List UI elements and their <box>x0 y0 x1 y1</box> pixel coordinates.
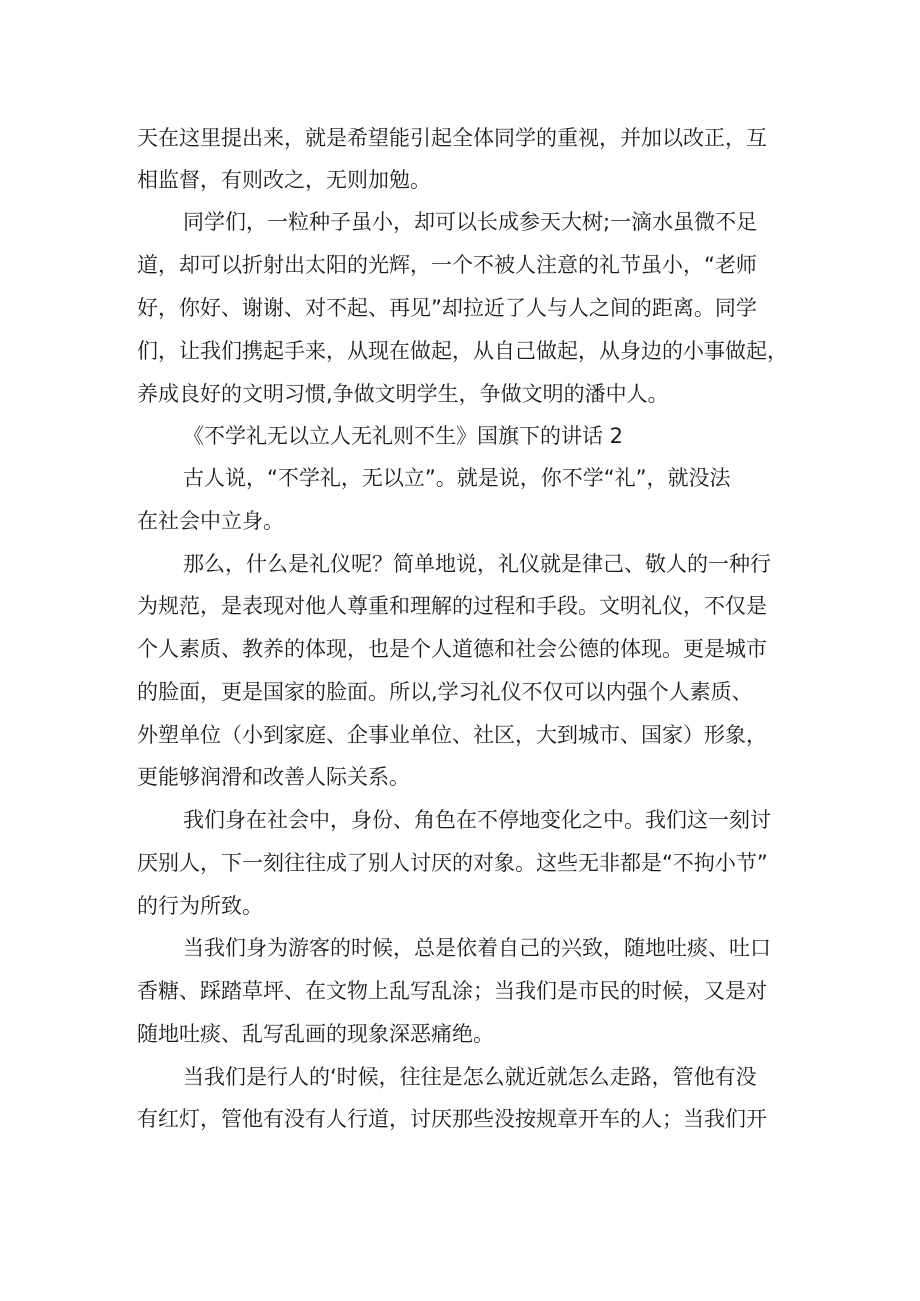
text-line: 们，让我们携起手来，从现在做起，从自己做起，从身边的小事做起， <box>137 339 788 363</box>
text-line: 香糖、踩踏草坪、在文物上乱写乱涂；当我们是市民的时候，又是对 <box>137 979 767 1003</box>
text-line: 养成良好的文明习惯,争做文明学生，争做文明的潘中人。 <box>137 382 669 406</box>
text-line: 有红灯，管他有没有人行道，讨厌那些没按规章开车的人；当我们开 <box>137 1107 767 1131</box>
text-line: 更能够润滑和改善人际关系。 <box>137 765 410 789</box>
text-line: 当我们身为游客的时候，总是依着自己的兴致，随地吐痰、吐口 <box>183 936 771 960</box>
text-line: 在社会中立身。 <box>137 509 284 533</box>
text-line: 我们身在社会中，身份、角色在不停地变化之中。我们这一刻讨 <box>183 808 771 832</box>
text-line: 个人素质、教养的体现，也是个人道德和社会公德的体现。更是城市 <box>137 637 767 661</box>
text-line: 相监督，有则改之，无则加勉。 <box>137 168 431 192</box>
text-line: 的脸面，更是国家的脸面。所以,学习礼仪不仅可以内强个人素质、 <box>137 680 753 704</box>
text-line: 天在这里提出来，就是希望能引起全体同学的重视，并加以改正，互 <box>137 126 767 150</box>
text-line: 的行为所致。 <box>137 894 263 918</box>
text-line: 那么，什么是礼仪呢？简单地说，礼仪就是律己、敬人的一种行 <box>183 552 771 576</box>
text-line: 为规范，是表现对他人尊重和理解的过程和手段。文明礼仪，不仅是 <box>137 594 767 618</box>
text-line: 外塑单位（小到家庭、企事业单位、社区，大到城市、国家）形象， <box>137 723 767 747</box>
text-line: 厌别人，下一刻往往成了别人讨厌的对象。这些无非都是“不拘小节” <box>137 851 768 875</box>
text-line: 随地吐痰、乱写乱画的现象深恶痛绝。 <box>137 1022 494 1046</box>
section-title: 《不学礼无以立人无礼则不生》国旗下的讲话 2 <box>183 424 624 448</box>
text-line: 道，却可以折射出太阳的光辉，一个不被人注意的礼节虽小，“老师 <box>137 253 757 277</box>
text-line: 好，你好、谢谢、对不起、再见”却拉近了人与人之间的距离。同学 <box>137 296 757 320</box>
text-line: 古人说，“不学礼，无以立”。就是说，你不学“礼”，就没法 <box>183 466 731 490</box>
text-line: 同学们，一粒种子虽小，却可以长成参天大树;一滴水虽微不足 <box>183 210 758 234</box>
text-line: 当我们是行人的‘时候，往往是怎么就近就怎么走路，管他有没 <box>183 1065 757 1089</box>
